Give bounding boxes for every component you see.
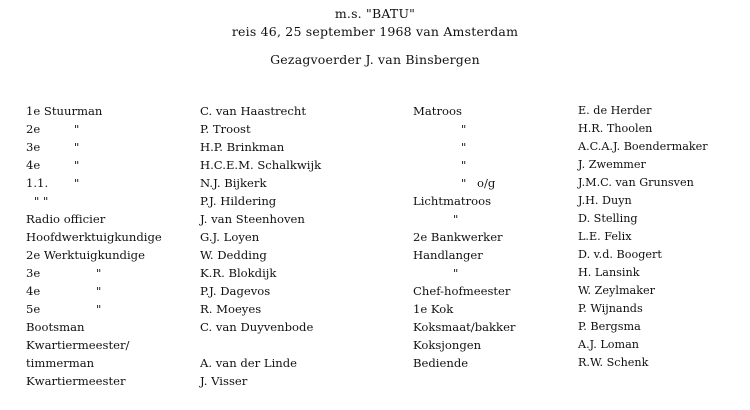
officer-role: 2e Werktuigkundige bbox=[26, 248, 145, 262]
crew-role bbox=[413, 210, 563, 228]
officer-name: H.C.E.M. Schalkwijk bbox=[200, 158, 322, 172]
ship-title: m.s. "BATU" bbox=[334, 6, 416, 21]
officer-name: J. Visser bbox=[200, 374, 248, 388]
officer-name: J. van Steenhoven bbox=[200, 212, 305, 226]
crew-roles-column bbox=[413, 102, 563, 372]
ditto-mark: " bbox=[74, 122, 80, 136]
crew-role: Matroos bbox=[413, 104, 462, 118]
officer-role: 4e " bbox=[26, 284, 102, 298]
officer-role: Kwartiermeester/ bbox=[26, 338, 130, 352]
ditto-mark: " bbox=[453, 212, 459, 226]
crew-name: L.E. Felix bbox=[578, 230, 632, 243]
officer-name: H.P. Brinkman bbox=[200, 140, 285, 154]
officer-role: 2e " bbox=[26, 122, 80, 136]
crew-role: Bediende bbox=[413, 356, 469, 370]
officer-name: K.R. Blokdijk bbox=[200, 266, 277, 280]
crew-role bbox=[413, 138, 563, 156]
officer-names-column bbox=[200, 102, 410, 390]
crew-role: 2e Bankwerker bbox=[413, 230, 503, 244]
ditto-mark: " bbox=[461, 158, 467, 172]
officer-role: 3e " bbox=[26, 140, 80, 154]
crew-names-column bbox=[578, 102, 748, 372]
officer-name: R. Moeyes bbox=[200, 302, 262, 316]
crew-role bbox=[413, 174, 563, 192]
captain-line: Gezagvoerder J. van Binsbergen bbox=[270, 52, 480, 67]
officer-role: Bootsman bbox=[26, 320, 85, 334]
officer-role: 3e " bbox=[26, 266, 102, 280]
crew-name: J.H. Duyn bbox=[578, 194, 632, 207]
officer-name: W. Dedding bbox=[200, 248, 267, 262]
ditto-mark: " bbox=[461, 122, 467, 136]
voyage-line: reis 46, 25 september 1968 van Amsterdam bbox=[231, 24, 519, 39]
crew-name: P. Wijnands bbox=[578, 302, 643, 315]
ditto-mark: " bbox=[74, 176, 80, 190]
crew-name: A.C.A.J. Boendermaker bbox=[578, 140, 708, 153]
officer-role: Kwartiermeester bbox=[26, 374, 126, 388]
officer-role: Hoofdwerktuigkundige bbox=[26, 230, 162, 244]
crew-name: H.R. Thoolen bbox=[578, 122, 653, 135]
officer-name bbox=[200, 336, 410, 354]
crew-name: W. Zeylmaker bbox=[578, 284, 655, 297]
ditto-mark: " " bbox=[34, 194, 49, 208]
ditto-mark: " bbox=[461, 140, 467, 154]
officer-role: 1.1. " bbox=[26, 176, 80, 190]
officer-role: 1e Stuurman bbox=[26, 104, 103, 118]
crew-role bbox=[413, 264, 563, 282]
officer-name: C. van Haastrecht bbox=[200, 104, 307, 118]
crew-name: J. Zwemmer bbox=[578, 158, 646, 171]
officer-name: N.J. Bijkerk bbox=[200, 176, 267, 190]
officer-name: P.J. Hildering bbox=[200, 194, 277, 208]
crew-name: R.W. Schenk bbox=[578, 356, 649, 369]
crew-name: E. de Herder bbox=[578, 104, 652, 117]
crew-role: Koksjongen bbox=[413, 338, 482, 352]
crew-role bbox=[413, 156, 563, 174]
crew-role: 1e Kok bbox=[413, 302, 454, 316]
officer-role: timmerman bbox=[26, 356, 95, 370]
crew-role: Handlanger bbox=[413, 248, 483, 262]
crew-role: Chef-hofmeester bbox=[413, 284, 511, 298]
officer-name: G.J. Loyen bbox=[200, 230, 260, 244]
ditto-mark: " bbox=[96, 266, 102, 280]
crew-name: P. Bergsma bbox=[578, 320, 641, 333]
officer-role bbox=[26, 192, 196, 210]
officer-role: 5e " bbox=[26, 302, 102, 316]
officer-name: P. Troost bbox=[200, 122, 251, 136]
ditto-mark: " bbox=[96, 302, 102, 316]
crew-name: D. Stelling bbox=[578, 212, 638, 225]
officer-name: P.J. Dagevos bbox=[200, 284, 271, 298]
crew-name: J.M.C. van Grunsven bbox=[578, 176, 694, 189]
officer-roles-column bbox=[26, 102, 196, 390]
officer-role: 4e " bbox=[26, 158, 80, 172]
ditto-mark: " bbox=[96, 284, 102, 298]
ditto-mark: " bbox=[461, 176, 467, 190]
crew-name: H. Lansink bbox=[578, 266, 640, 279]
crew-role: Koksmaat/bakker bbox=[413, 320, 516, 334]
officer-name: C. van Duyvenbode bbox=[200, 320, 314, 334]
crew-role: Lichtmatroos bbox=[413, 194, 492, 208]
crew-name: A.J. Loman bbox=[578, 338, 640, 351]
crew-role bbox=[413, 120, 563, 138]
crew-name: D. v.d. Boogert bbox=[578, 248, 662, 261]
officer-role: Radio officier bbox=[26, 212, 106, 226]
og-suffix: o/g bbox=[477, 176, 496, 190]
ditto-mark: " bbox=[453, 266, 459, 280]
ditto-mark: " bbox=[74, 140, 80, 154]
officer-name: A. van der Linde bbox=[200, 356, 298, 370]
ditto-mark: " bbox=[74, 158, 80, 172]
